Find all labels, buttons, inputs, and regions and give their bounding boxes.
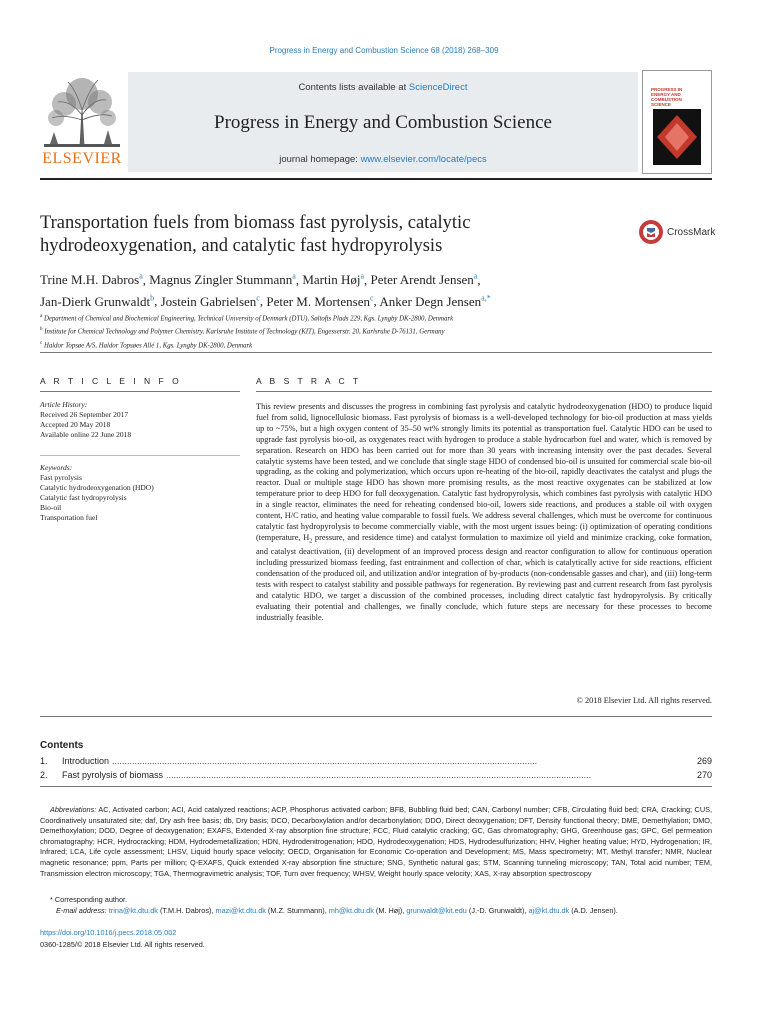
author[interactable]: Trine M.H. Dabros$^a$	[40, 272, 143, 288]
history-accepted: Accepted 20 May 2018	[40, 420, 111, 429]
journal-banner	[128, 72, 638, 172]
keywords-label: Keywords:	[40, 463, 73, 472]
journal-cover-image	[642, 70, 712, 174]
toc-page: 269	[696, 756, 712, 766]
author[interactable]: Peter M. Mortensen$^c$	[266, 293, 374, 309]
affiliation: $^c$ Haldor Topsøe A/S, Haldor Topsøes Allé 1, Kgs. Lyngby DK-2800, Denmark	[40, 340, 253, 349]
keyword: Bio-oil	[40, 503, 62, 512]
history-received: Received 26 September 2017	[40, 410, 129, 419]
email-link[interactable]: grunwaldt@kit.edu	[406, 906, 467, 915]
author[interactable]: Peter Arendt Jensen$^a$	[370, 272, 478, 288]
publisher-name: ELSEVIER	[42, 150, 122, 167]
email-link[interactable]: trina@kt.dtu.dk	[108, 906, 158, 915]
keyword: Transportation fuel	[40, 513, 98, 522]
doi-link[interactable]: https://doi.org/10.1016/j.pecs.2018.05.002	[40, 928, 177, 937]
affiliation: $^b$ Institute for Chemical Technology and Polymer Chemistry, Karlsruhe Institute of Technology (KIT), Engesserstr. 20, Karlsruhe D-76131, Germany	[40, 327, 445, 336]
history-online: Available online 22 June 2018	[40, 430, 132, 439]
abstract-body: This review presents and discusses the progress in combining fast pyrolysis and catalytic hydrodeoxygenation (HDO) to produce liquid fuel from solid, lignocellulosic biomass. Fast pyrolysis of biomass is a well-developed technology for bio-oil production at mass yields up to ~75%, but a high oxygen content of 35–50 wt% strongly limits its potential as transportation fuel. Catalytic HDO can be used to upgrade fast pyrolysis bio-oil, as oxygenates react with hydrogen to produce a stable hydrocarbon fuel and water, which is removed by separation. Research on HDO has been carried out for more than 30 years with increasing intensity over the past decades. Several catalytic systems have been tested, and we conclude that single stage HDO of condensed bio-oil is unsuited for commercial scale bio-oil upgrading, as the coking and polymerization, which occurs upon re-heating of the bio-oil, rapidly deactivates the catalyst and plugs the reactor. Dual or multiple stage HDO has shown more promising results, as the most reactive oxygenates can be stabilized at low temperature prior to deep HDO for full deoxygenation. Catalytic fast hydropyrolysis, which combines fast pyrolysis with catalytic HDO in a single reactor, eliminates the need for reheating condensed bio-oil, lowers side reactions, and produces a stable oil with oxygen content, H/C ratio, and heating value comparable to fossil fuels. We address several challenges, which must be overcome for continuous catalytic fast hydropyrolysis to become commercially viable, with the most urgent issues being: (i) optimization of operating conditions (temperature, $H_2$ pressure, and residence time) and catalyst formulation to maximize oil yield and minimize cracking, coke formation, and catalyst deactivation, (ii) development of an improved process design and reactor configuration to allow for continuous operation including pressurized biomass feeding, fast entrainment and collection of char, which is catalytically active for side reactions, efficient condensation of the produced oil, and utilization and/or integration of by-products (non-condensable gasses and char), and (iii) long-term tests with respect to catalyst stability and possible pathways for regeneration. By reviewing past and current research from fast pyrolysis and catalytic HDO, we target a discussion of the combined processes, including direct catalytic fast hydropyrolysis. By critically evaluating their potential and challenges, we finally conclude, which future steps are necessary for these processes to become industrially feasible.	[256, 402, 712, 622]
corresponding-author-note: * Corresponding author.	[50, 895, 128, 904]
affiliation-rule	[40, 352, 712, 353]
journal-homepage-line	[128, 154, 638, 165]
crossmark-icon	[638, 219, 664, 245]
keyword: Catalytic fast hydropyrolysis	[40, 493, 127, 502]
email-label: E-mail address:	[56, 906, 107, 915]
toc-entry[interactable]	[40, 756, 712, 768]
crossmark-badge[interactable]	[638, 219, 718, 249]
toc-page: 270	[696, 770, 712, 780]
journal-reference-link[interactable]: Progress in Energy and Combustion Science 68 (2018) 268–309	[269, 46, 499, 55]
affiliation: $^a$ Department of Chemical and Biochemical Engineering, Technical University of Denmark (DTU), Søltofts Plads 229, Kgs. Lyngby DK-2800, Denmark	[40, 314, 454, 323]
toc-title: Introduction	[62, 756, 110, 766]
affiliations	[40, 311, 720, 351]
contents-heading: Contents	[40, 740, 84, 751]
keywords	[40, 463, 240, 523]
abstract-heading: A B S T R A C T	[256, 376, 362, 386]
abstract-copyright: © 2018 Elsevier Ltd. All rights reserved.	[576, 696, 712, 705]
toc-number: 2.	[40, 770, 48, 780]
toc-title: Fast pyrolysis of biomass	[62, 770, 164, 780]
toc-number: 1.	[40, 756, 48, 766]
author-list: Trine M.H. Dabros$^a$, Magnus Zingler Stummann$^a$, Martin Høj$^a$, Peter Arendt Jensen$^a$, Jan-Dierk Grunwaldt$^b$, Jostein Gabrielsen$^c$, Peter M. Mortensen$^c$, Anker Degn Jensen$^{a,*}$	[40, 272, 491, 309]
email-link[interactable]: mh@kt.dtu.dk	[328, 906, 374, 915]
article-history	[40, 400, 240, 440]
contents-available-text: Contents lists available at	[298, 82, 409, 93]
crossmark-label: CrossMark	[667, 227, 716, 238]
toc-leader: ..........................................................................................................................................................................	[112, 756, 538, 766]
history-label: Article History:	[40, 400, 88, 409]
abstract-rule	[256, 391, 712, 392]
article-info-heading: A R T I C L E I N F O	[40, 376, 182, 386]
email-link[interactable]: aj@kt.dtu.dk	[528, 906, 570, 915]
keyword: Catalytic hydrodeoxygenation (HDO)	[40, 483, 154, 492]
article-title: Transportation fuels from biomass fast pyrolysis, catalytic hydrodeoxygenation, and catalytic fast hydropyrolysis	[40, 213, 471, 256]
author[interactable]: Jostein Gabrielsen$^c$	[160, 293, 260, 309]
email-addresses: E-mail address: trina@kt.dtu.dk (T.M.H. Dabros), mazi@kt.dtu.dk (M.Z. Stummann), mh@kt.dtu.dk (M. Høj), grunwaldt@kit.edu (J.-D. Grunwaldt), aj@kt.dtu.dk (A.D. Jensen).	[56, 906, 618, 915]
contents-available-line	[128, 82, 638, 93]
email-link[interactable]: mazi@kt.dtu.dk	[215, 906, 266, 915]
contents-rule	[40, 786, 712, 787]
header-rule	[40, 178, 712, 180]
author[interactable]: Magnus Zingler Stummann$^a$	[149, 272, 296, 288]
article-info-rule	[40, 391, 240, 392]
abstract-end-rule	[40, 716, 712, 717]
keyword: Fast pyrolysis	[40, 473, 82, 482]
abbreviations-footnote: Abbreviations: AC, Activated carbon; ACI, Acid catalyzed reactions; ACP, Phosphorus activated carbon; BFB, Bubbling fluid bed; CAN, Carbonyl number; CFB, Circulating fluid bed; CRA, Cracking; CUS, Coordinatively unsaturated site; daf, Dry ash free basis; db, Dry basis; DCO, Decarboxylation and/or decarbonylation; DDO, Direct deoxygenation; DFT, Density functional theory; DME, Demethylation; DMO, Demethoxylation; DOD, Degree of deoxygenation; EXAFS, Extended X-ray absorption fine structure; FCC, Fluid catalytic cracking; GC, Gas chromatography; GHG, Greenhouse gas; GPC, Gel permeation chromatography; HCR, Hydrocracking; HDM, Hydrodemetallization; HDN, Hydrodenitrogenation; HDO, Hydrodeoxygenation; HDS, Hydrodesulfurization; HHV, Higher heating value; HYD, Hydrogenation; IR, Infrared; LCA, Life cycle assessment; LHSV, Liquid hourly space velocity; OECD, Organisation for Economic Co-operation and Development; MS, Mass spectrometry; MT, Methyl transfer; NMR, Nuclear magnetic resonance; ppm, Parts per million; Q-EXAFS, Quick extended X-ray absorption fine structure; SNG, Synthetic natural gas; STM, Scanning tunneling microscopy; TAN, Total acid number; TEM, Transmission electron microscopy; TGA, Thermogravimetric analysis; TOF, Turn over frequency; WHSV, Weight hourly space velocity; XAS, X-ray absorption spectroscopy	[40, 805, 712, 878]
journal-title: Progress in Energy and Combustion Science	[214, 112, 552, 133]
journal-homepage-link[interactable]: www.elsevier.com/locate/pecs	[360, 154, 487, 165]
issn-copyright: 0360-1285/© 2018 Elsevier Ltd. All rights reserved.	[40, 940, 205, 949]
journal-masthead	[40, 70, 712, 174]
author[interactable]: Martin Høj$^a$	[302, 272, 365, 288]
cover-title: PROGRESS IN ENERGY AND COMBUSTION SCIENCE	[651, 87, 683, 107]
keywords-rule	[40, 455, 240, 456]
abbreviations-label: Abbreviations:	[50, 805, 97, 814]
toc-entry[interactable]	[40, 770, 712, 782]
homepage-label: journal homepage:	[279, 154, 361, 165]
author[interactable]: Jan-Dierk Grunwaldt$^b$	[40, 293, 155, 309]
author[interactable]: Anker Degn Jensen$^{a,*}$	[379, 293, 491, 309]
sciencedirect-link[interactable]: ScienceDirect	[408, 82, 468, 93]
toc-leader: ..........................................................................................................................................................................	[166, 770, 592, 780]
